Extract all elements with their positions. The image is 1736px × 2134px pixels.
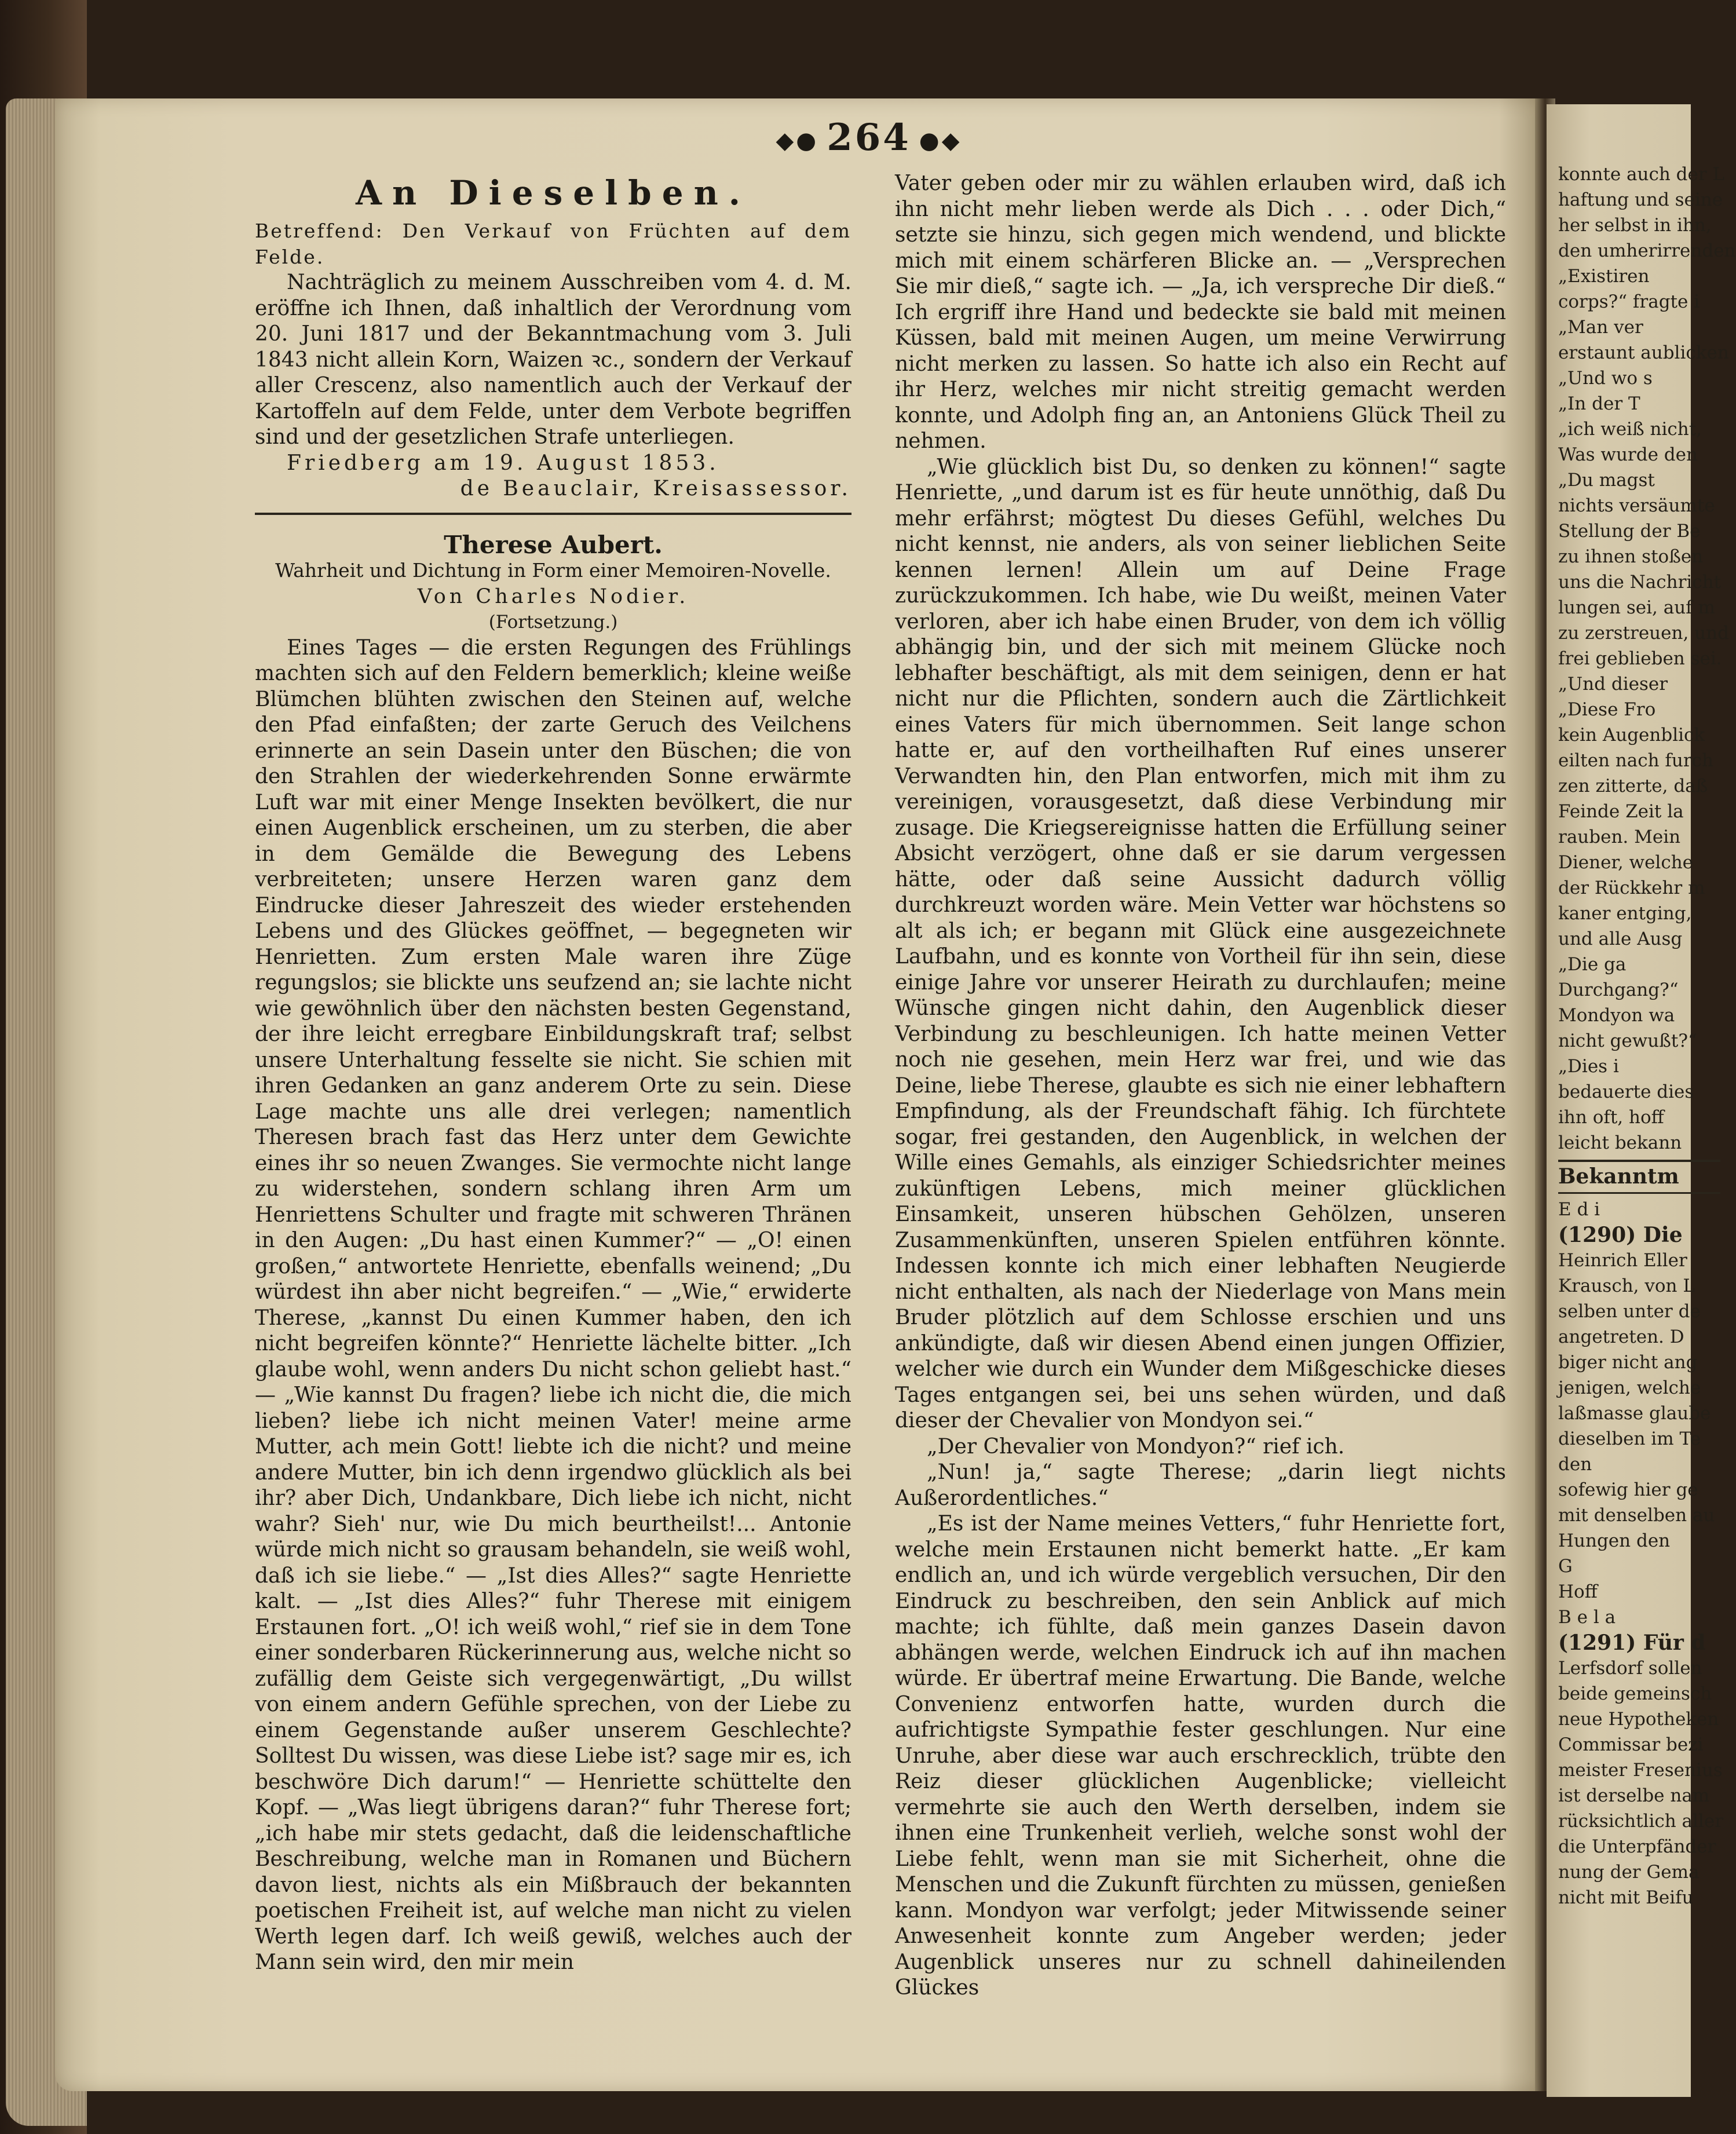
story-title: Therese Aubert. xyxy=(444,530,663,559)
left-column xyxy=(255,171,851,1976)
next-page-line: nichts versäumte xyxy=(1558,495,1715,516)
next-page-line: Bekanntm xyxy=(1558,1160,1720,1194)
next-page-line: nung der Gema xyxy=(1558,1862,1700,1883)
next-page-line: „Existiren xyxy=(1558,266,1650,287)
notice-place-date: Friedberg am 19. August 1853. xyxy=(287,451,719,475)
next-page-line: nicht gewußt?“ xyxy=(1558,1031,1697,1051)
story-paragraph: „Es ist der Name meines Vetters,“ fuhr Henriette fort, welche mein Erstaunen nicht bemerkt hatte. „Er kam endlich an, und ich würde vergeblich versuchen, Dir den Eindruck zu beschreiben, den sein Anblick auf mich machte; ich fühlte, daß mein ganzes Dasein davon abhängen werde, welchen Eindruck ich auf ihn machen würde. Er übertraf meine Erwartung. Die Bande, welche Convenienz entworfen hatte, wurden durch die aufrichtigste Sympathie fester geschlungen. Nur eine Unruhe, aber diese war auch erschrecklich, trübte den Reiz dieser glücklichen Augenblicke; vielleicht vermehrte sie auch den Werth derselben, indem sie ihnen eine Trunkenheit verlieh, welche sonst wohl der Liebe fehlt, wenn man sie mit Sicherheit, ohne die Menschen und die Zukunft fürchten zu müssen, genießen kann. Mondyon war verfolgt; jeder Mitwissende seiner Anwesenheit konnte zum Angeber werden; jeder Augenblick unseres nur zu schnell dahineilenden Glückes xyxy=(895,1512,1506,2000)
next-page-fragment xyxy=(1547,104,1736,2097)
notice-subject: Betreffend: Den Verkauf von Früchten auf dem Felde. xyxy=(255,220,851,268)
next-page-line: „Man ver xyxy=(1558,317,1643,338)
next-page-line: und alle Ausg xyxy=(1558,929,1683,949)
story-author: Von Charles Nodier. xyxy=(417,584,689,608)
section-divider xyxy=(255,513,851,515)
next-page-line: kein Augenblick xyxy=(1558,725,1705,746)
next-page-line: neue Hypotheken xyxy=(1558,1709,1719,1730)
next-page-line: sofewig hier ge xyxy=(1558,1479,1698,1500)
next-page-line: Durchgang?“ xyxy=(1558,980,1679,1000)
next-page-line: rücksichtlich aller xyxy=(1558,1811,1724,1832)
next-page-line: zu zerstreuen, und xyxy=(1558,623,1729,644)
next-page-line: bedauerte dies xyxy=(1558,1081,1694,1102)
next-page-line: Was wurde den xyxy=(1558,444,1698,465)
next-page-line: G xyxy=(1558,1556,1573,1577)
next-page-line: zu ihnen stoßen xyxy=(1558,546,1704,567)
next-page-line: Hungen den xyxy=(1558,1530,1671,1551)
next-page-line: B e l a xyxy=(1558,1607,1616,1628)
notice-body: Nachträglich zu meinem Ausschreiben vom 4. d. M. eröffne ich Ihnen, daß inhaltlich der Verordnung vom 20. Juni 1817 und der Bekanntmachung vom 3. Juli 1843 nicht allein Korn, Waizen ꝛc., sondern der Verkauf aller Crescenz, also namentlich auch der Verkauf der Kartoffeln auf dem Felde, unter dem Verbote begriffen sind und der gesetzlichen Strafe unterliegen. xyxy=(255,271,851,449)
next-page-line: mit denselben au xyxy=(1558,1505,1715,1526)
next-page-line: Krausch, von L xyxy=(1558,1276,1695,1296)
next-page-line: biger nicht ang xyxy=(1558,1352,1698,1373)
next-page-line: (1291) Für d xyxy=(1558,1631,1706,1655)
next-page-line: erstaunt aublicken xyxy=(1558,342,1729,363)
next-page-line: Stellung der Be xyxy=(1558,521,1701,542)
next-page-line: angetreten. D xyxy=(1558,1327,1684,1347)
next-page-line: „In der T xyxy=(1558,393,1640,414)
page-number: 264 xyxy=(827,116,911,159)
next-page-line: E d i xyxy=(1558,1199,1600,1220)
next-page-line: ist derselbe nam xyxy=(1558,1785,1710,1806)
next-page-line: Diener, welche xyxy=(1558,852,1694,873)
next-page-line: Mondyon wa xyxy=(1558,1005,1675,1026)
next-page-line: uns die Nachricht xyxy=(1558,572,1722,593)
next-page-line: nicht mit Beifu xyxy=(1558,1887,1694,1908)
next-page-line: den umherirrenden xyxy=(1558,240,1736,261)
next-page-line: corps?“ fragte i xyxy=(1558,291,1700,312)
story-paragraph: „Wie glücklich bist Du, so denken zu können!“ sagte Henriette, „und darum ist es für heute unnöthig, daß Du mehr erfährst; mögtest Du dieses Gefühl, welches Du nicht kennst, nie anders, als von seiner lieblichen Seite kennen lernen! Allein um auf Deine Frage zurückzukommen. Ich habe, wie Du weißt, meinen Vater verloren, aber ich habe einen Bruder, von dem ich völlig abhängig bin, und der sich mit meinem Glücke noch lebhafter beschäftigt, als mit dem seinigen, denn er hat nicht nur die Pflichten, sondern auch die Zärtlichkeit eines Vaters für mich übernommen. Seit lange schon hatte er, auf den vortheilhaften Ruf eines unserer Verwandten hin, den Plan entworfen, mich mit ihm zu vereinigen, vorausgesetzt, daß diese Verbindung mir zusage. Die Kriegsereignisse hatten die Erfüllung seiner Absicht verzögert, ohne daß er sie darum vergessen hätte, oder daß seine Aussicht dadurch völlig durchkreuzt worden wäre. Mein Vetter war höchstens so alt als ich; er begann mit Glück eine ausgezeichnete Laufbahn, und es konnte von Vortheil für ihn sein, diese einige Jahre vor unserer Heirath zu durchlaufen; meine Wünsche gingen nicht dahin, den Augenblick dieser Verbindung zu beschleunigen. Ich hatte meinen Vetter noch nie gesehen, mein Herz war frei, und wie das Deine, liebe Therese, glaubte es sich nie einer lebhaftern Empfindung, als der Freundschaft fähig. Ich fürchtete sogar, frei gestanden, den Augenblick, in welchen der Wille eines Gemahls, als einziger Schiedsrichter meines zukünftigen Lebens, mich meiner glücklichen Einsamkeit, unseren hübschen Gehölzen, unseren Zusammenkünften, unseren Spielen entführen könnte. Indessen konnte ich mich einer lebhaften Neugierde nicht enthalten, als nach der Niederlage von Mans mein Bruder plötzlich auf dem Schlosse erschien und uns ankündigte, daß wir diesen Abend einen jungen Offizier, welcher wie durch ein Wunder dem Mißgeschicke dieses Tages entgangen sei, bei uns sehen würden, und daß dieser der Chevalier von Mondyon sei.“ xyxy=(895,455,1506,1433)
next-page-line: Commissar bezi xyxy=(1558,1734,1704,1755)
next-page-line: Lerfsdorf sollen xyxy=(1558,1658,1702,1679)
story-paragraph: „Der Chevalier von Mondyon?“ rief ich. xyxy=(927,1434,1345,1459)
next-page-line: beide gemeinsch xyxy=(1558,1683,1712,1704)
story-paragraph: „Nun! ja,“ sagte Therese; „darin liegt nichts Außerordentliches.“ xyxy=(895,1460,1506,1510)
right-column xyxy=(895,171,1506,2001)
next-page-line: „Dies i xyxy=(1558,1056,1619,1077)
notice-signature: de Beauclair, Kreisassessor. xyxy=(460,477,851,500)
ornament-left: ◆● xyxy=(776,127,819,154)
next-page-line: „ich weiß nicht, xyxy=(1558,419,1702,440)
page-number-header xyxy=(753,116,985,159)
next-page-line: her selbst in ihn, xyxy=(1558,215,1712,236)
next-page-line: „Und dieser xyxy=(1558,674,1668,695)
next-page-line: Hoff xyxy=(1558,1581,1598,1602)
next-page-line: „Die ga xyxy=(1558,954,1627,975)
next-page-line: leicht bekann xyxy=(1558,1132,1682,1153)
next-page-line: „Diese Fro xyxy=(1558,699,1656,720)
ornament-right: ●◆ xyxy=(919,127,962,154)
story-paragraph: Eines Tages — die ersten Regungen des Frühlings machten sich auf den Feldern bemerklich; kleine weiße Blümchen blühten zwischen den Steinen auf, welche den Pfad einfaßten; der zarte Geruch des Veilchens erinnerte an sein Dasein unter den Büschen; die von den Strahlen der wiederkehrenden Sonne erwärmte Luft war mit einer Menge Insekten bevölkert, die nur einen Augenblick erscheinen, um zu sterben, die aber in dem Gemälde die Bewegung des Lebens verbreiteten; unsere Herzen waren ganz dem Eindrucke dieser Jahreszeit des wieder erstehenden Lebens und des Glückes geöffnet, — begegneten wir Henrietten. Zum ersten Male waren ihre Züge regungslos; sie blickte uns seufzend an; sie lachte nicht wie gewöhnlich über den nächsten besten Gegenstand, der ihre leicht erregbare Einbildungskraft traf; selbst unsere Unterhaltung fesselte sie nicht. Sie schien mit ihren Gedanken an ganz anderem Orte zu sein. Diese Lage machte uns alle drei verlegen; namentlich Theresen brach fast das Herz unter dem Gewichte eines ihr so neuen Zwanges. Sie vermochte nicht lange zu widerstehen, sondern schlang ihren Arm um Henriettens Schulter und fragte mit schweren Thränen in den Augen: „Du hast einen Kummer?“ — „O! einen großen,“ antwortete Henriette, ebenfalls weinend; „Du würdest ihn aber nicht begreifen.“ — „Wie,“ erwiderte Therese, „kannst Du einen Kummer haben, den ich nicht begreifen könnte?“ Henriette lächelte bitter. „Ich glaube wohl, wenn anders Du nicht schon geliebt hast.“ — „Wie kannst Du fragen? liebe ich nicht die, die mich lieben? liebe ich nicht meinen Vater! meine arme Mutter, ach mein Gott! liebte ich die nicht? und meine andere Mutter, bin ich denn irgendwo glücklich als bei ihr? aber Dich, Undankbare, Dich liebe ich nicht, nicht wahr? Sieh' nur, wie Du mich beurtheilst!... Antonie würde mich nicht so grausam behandeln, sie weiß wohl, daß ich sie liebe.“ — „Ist dies Alles?“ sagte Henriette kalt. — „Ist dies Alles?“ fuhr Therese mit einigem Erstaunen fort. „O! ich weiß wohl,“ rief sie in dem Tone einer sonderbaren Rückerinnerung aus, welche nicht so zufällig dem Geiste sich vergegenwärtigt, „Du willst von einem andern Gefühle sprechen, von der Liebe zu einem Gegenstande außer unserem Geschlechte? Solltest Du wissen, was diese Liebe ist? sage mir es, ich beschwöre Dich darum!“ — Henriette schüttelte den Kopf. — „Was liegt übrigens daran?“ fuhr Therese fort; „ich habe mir stets gedacht, daß die leidenschaftliche Beschreibung, welche man in Romanen und Büchern davon liest, nichts als ein Mißbrauch der bekannten poetischen Freiheit ist, auf welche man nicht zu vielen Werth legen darf. Ich weiß gewiß, welches auch der Mann sein wird, den mir mein xyxy=(255,635,851,1974)
next-page-line: Heinrich Eller xyxy=(1558,1250,1687,1271)
next-page-line: die Unterpfänder xyxy=(1558,1836,1716,1857)
next-page-line: jenigen, welche xyxy=(1558,1377,1701,1398)
next-page-line: zen zitterte, daß xyxy=(1558,776,1708,796)
next-page-text xyxy=(1558,162,1736,1911)
notice-heading: An Dieselben. xyxy=(356,173,751,213)
next-page-line: haftung und seine xyxy=(1558,189,1723,210)
next-page-line: „Du magst xyxy=(1558,470,1655,491)
next-page-line: „Und wo s xyxy=(1558,368,1653,389)
next-page-line: eilten nach furch xyxy=(1558,750,1714,771)
story-continuation: (Fortsetzung.) xyxy=(488,612,618,633)
next-page-line: selben unter de xyxy=(1558,1301,1701,1322)
next-page-line: rauben. Mein xyxy=(1558,827,1681,847)
next-page-line: ihn oft, hoff xyxy=(1558,1107,1664,1128)
next-page-line: konnte auch der L xyxy=(1558,164,1725,185)
next-page-line: dieselben im Te xyxy=(1558,1428,1701,1449)
next-page-line: laßmasse glaube xyxy=(1558,1403,1711,1424)
next-page-line: den xyxy=(1558,1454,1592,1475)
story-paragraph: Vater geben oder mir zu wählen erlauben wird, daß ich ihn nicht mehr lieben werde als Dich . . . oder Dich,“ setzte sie hinzu, sich gegen mich wendend, und blickte mich mit einem schärferen Blicke an. — „Versprechen Sie mir dieß,“ sagte ich. — „Ja, ich verspreche Dir dieß.“ Ich ergriff ihre Hand und bedeckte sie bald mit meinen Küssen, bald mit meinen Augen, um meine Verwirrung nicht merken zu lassen. So hatte ich also ein Recht auf ihr Herz, welches mir nicht streitig gemacht werden konnte, und Adolph fing an, an Antoniens Glück Theil zu nehmen. xyxy=(895,171,1506,453)
next-page-line: der Rückkehr m xyxy=(1558,878,1705,898)
story-subtitle: Wahrheit und Dichtung in Form einer Memoiren-Novelle. xyxy=(275,559,831,582)
next-page-line: Feinde Zeit la xyxy=(1558,801,1684,822)
next-page-line: frei geblieben sei. xyxy=(1558,648,1722,669)
next-page-line: (1290) Die xyxy=(1558,1223,1683,1247)
next-page-line: meister Fresenius xyxy=(1558,1760,1723,1781)
next-page-line: lungen sei, auf m xyxy=(1558,597,1715,618)
next-page-line: kaner entging, xyxy=(1558,903,1692,924)
